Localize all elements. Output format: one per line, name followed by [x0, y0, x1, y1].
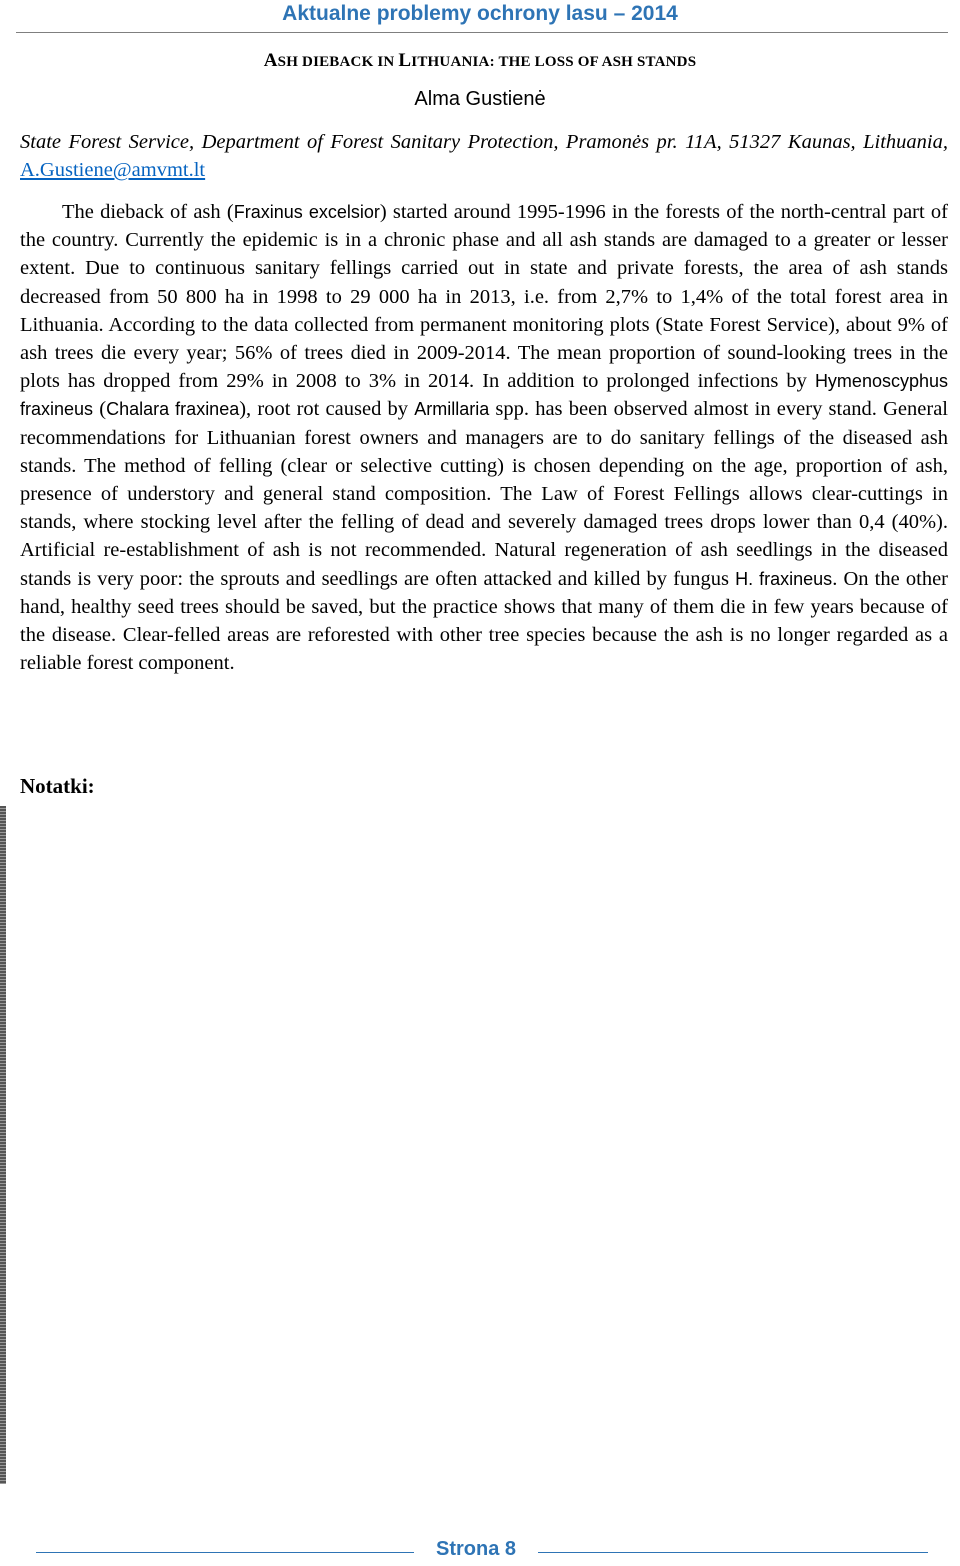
species-name: Hymenoscyphus fraxineus: [20, 371, 948, 420]
notes-label: Notatki:: [20, 774, 95, 798]
title-small-1: SH DIEBACK IN: [277, 54, 399, 70]
running-header: Aktualne problemy ochrony lasu – 2014: [282, 2, 678, 25]
species-name: Fraxinus excelsior: [233, 202, 380, 222]
header-rule: [16, 32, 948, 33]
species-name: Armillaria: [414, 399, 490, 420]
title-cap-2: L: [398, 50, 412, 71]
abstract-text-5: spp. has been observed almost in every stand. General recommendations for Lithuanian forest owners and managers are to do sanitary fellings of the diseased ash stands. The method of felling (clear or selective cutting) is chosen depending on the age, proportion of ash, presence of understory and general stand composition. The Law of Forest Fellings allows clear-cuttings in stands, where stocking level after the felling of dead and severely damaged trees drops lower than 0,4 (40%). Artificial re-establishment of ash is not recommended. Natural regeneration of ash seedlings in the diseased stands is very poor: the sprouts and seedlings are often attacked and killed by fungus: [20, 398, 948, 590]
notes-margin-bar: [0, 806, 6, 1484]
author-name: Alma Gustienė: [414, 88, 546, 110]
abstract-paragraph: [20, 198, 948, 677]
abstract-text-6: . On the other hand, healthy seed trees should be saved, but the practice shows that many of them die in few years because of the disease. Clear-felled areas are reforested with other tree species because the ash is no longer regarded as a reliable forest component.: [20, 567, 948, 675]
footer-rule-left: [36, 1552, 414, 1553]
species-name: Chalara fraxinea: [106, 399, 240, 420]
abstract-text-2: ) started around 1995-1996 in the forests of the north-central part of the country. Currently the epidemic is in a chronic phase and all ash stands are damaged to a greater or lesser extent. Due to continuous sanitary fellings carried out in state and private forests, the area of ash stands decreased from 50 800 ha in 1998 to 29 000 ha in 2013, i.e. from 2,7% to 1,4% of the total forest area in Lithuania. According to the data collected from permanent monitoring plots (State Forest Service), about 9% of ash trees die every year; 56% of trees died in 2009-2014. The mean proportion of sound-looking trees in the plots has dropped from 29% in 2008 to 3% in 2014. In addition to prolonged infections by: [20, 201, 948, 393]
page-number: Strona 8: [435, 1538, 517, 1560]
abstract-text-3: (: [93, 398, 107, 421]
author-affiliation: [20, 128, 948, 184]
abstract-text-1: The dieback of ash (: [62, 201, 234, 223]
title-small-2: ITHUANIA: THE LOSS OF ASH STANDS: [411, 54, 697, 70]
species-name: H. fraxineus: [735, 568, 833, 589]
article-title: [0, 50, 960, 72]
affiliation-text: State Forest Service, Department of Forest Sanitary Protection, Pramonės pr. 11A, 51327 Kaunas, Lithuania,: [20, 131, 948, 153]
abstract-text-4: ), root rot caused by: [239, 398, 415, 421]
email-link[interactable]: A.Gustiene@amvmt.lt: [20, 159, 206, 181]
title-cap-1: A: [263, 50, 278, 71]
footer-rule-right: [538, 1552, 928, 1553]
